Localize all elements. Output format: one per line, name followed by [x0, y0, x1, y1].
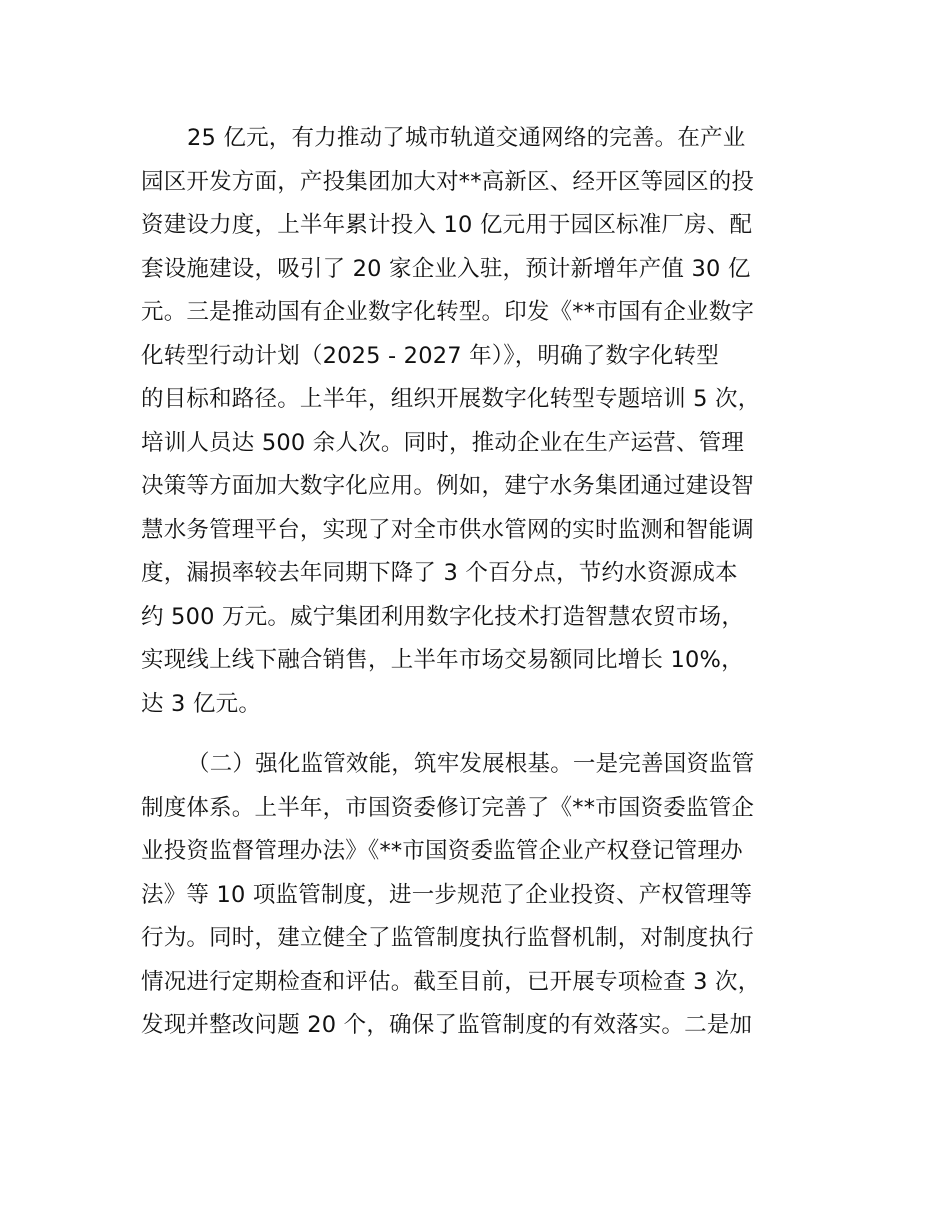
text-line: 25 亿元，有力推动了城市轨道交通网络的完善。在产业 [187, 125, 746, 151]
text-line: 套设施建设，吸引了 20 家企业入驻，预计新增年产值 30 亿 [141, 255, 751, 282]
text-line: 的目标和路径。上半年，组织开展数字化转型专题培训 5 次， [141, 386, 761, 412]
text-line: 发现并整改问题 20 个，确保了监管制度的有效落实。二是加 [141, 1012, 753, 1038]
text-line: 法》等 10 项监管制度，进一步规范了企业投资、产权管理等 [141, 881, 753, 908]
text-line: 约 500 万元。威宁集团利用数字化技术打造智慧农贸市场， [141, 603, 745, 630]
text-line: 行为。同时，建立健全了监管制度执行监督机制，对制度执行 [141, 925, 754, 951]
text-line: 度，漏损率较去年同期下降了 3 个百分点，节约水资源成本 [141, 560, 738, 586]
text-line: 达 3 亿元。 [141, 690, 262, 717]
paragraph-2 [141, 743, 841, 1048]
text-line: 决策等方面加大数字化应用。例如，建宁水务集团通过建设智 [141, 473, 754, 499]
text-line: 培训人员达 500 余人次。同时，推动企业在生产运营、管理 [141, 429, 745, 456]
text-line: 资建设力度，上半年累计投入 10 亿元用于园区标准厂房、配 [141, 212, 753, 238]
text-line: 制度体系。上半年，市国资委修订完善了《**市国资委监管企 [141, 794, 755, 821]
text-line: 业投资监督管理办法》《**市国资委监管企业产权登记管理办 [141, 838, 743, 864]
text-line: 园区开发方面，产投集团加大对**高新区、经开区等园区的投 [141, 168, 755, 195]
text-line: （二）强化监管效能，筑牢发展根基。一是完善国资监管 [187, 751, 755, 777]
text-line: 化转型行动计划（2025 - 2027 年）》，明确了数字化转型 [141, 342, 719, 369]
text-line: 实现线上线下融合销售，上半年市场交易额同比增长 10%， [141, 647, 744, 673]
text-line: 慧水务管理平台，实现了对全市供水管网的实时监测和智能调 [141, 516, 754, 543]
paragraph-1 [141, 117, 841, 726]
text-line: 元。三是推动国有企业数字化转型。印发《**市国有企业数字 [141, 299, 755, 325]
text-line: 情况进行定期检查和评估。截至目前，已开展专项检查 3 次， [141, 968, 761, 995]
